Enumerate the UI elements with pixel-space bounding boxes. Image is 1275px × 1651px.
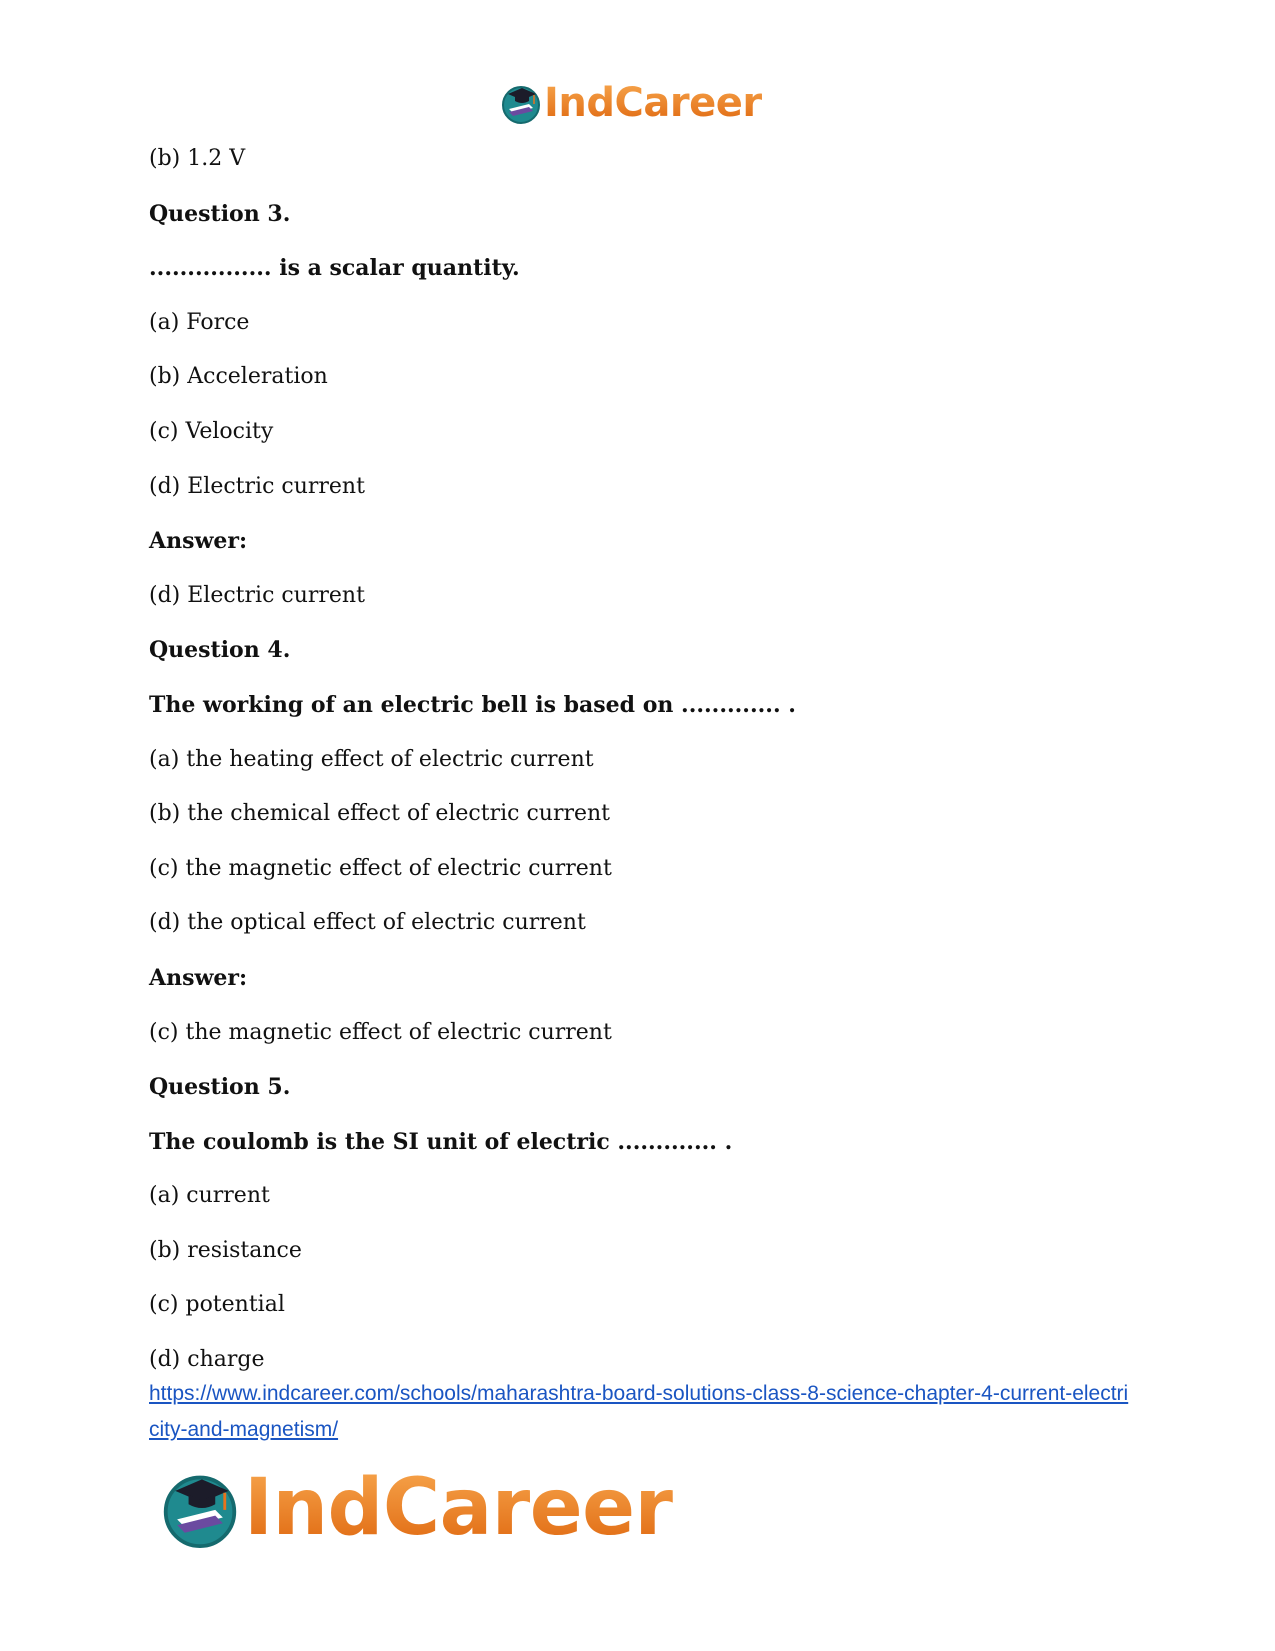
answer-heading: Answer: bbox=[149, 528, 248, 555]
option-line: (d) Electric current bbox=[149, 582, 365, 608]
option-line: (b) Acceleration bbox=[149, 364, 328, 390]
brand-name: IndCareer bbox=[544, 80, 762, 126]
document-body bbox=[149, 146, 1129, 1402]
option-line: (d) charge bbox=[149, 1347, 265, 1373]
graduation-globe-icon bbox=[500, 82, 542, 124]
option-line: (d) Electric current bbox=[149, 473, 365, 499]
question-heading: Question 4. bbox=[149, 637, 291, 664]
question-heading: Question 5. bbox=[149, 1074, 291, 1101]
graduation-globe-icon bbox=[160, 1468, 240, 1548]
source-link[interactable]: https://www.indcareer.com/schools/maharashtra-board-solutions-class-8-science-chapter-4-current-electricity-and-magnetism/ bbox=[149, 1382, 1129, 1441]
option-line: (c) potential bbox=[149, 1292, 285, 1318]
option-line: (d) the optical effect of electric current bbox=[149, 910, 586, 936]
header-logo bbox=[500, 76, 762, 130]
question-text: The working of an electric bell is based on ............. . bbox=[149, 691, 796, 718]
answer-heading: Answer: bbox=[149, 964, 248, 991]
option-line: (b) 1.2 V bbox=[149, 146, 246, 171]
brand-name: IndCareer bbox=[244, 1463, 673, 1553]
question-heading: Question 3. bbox=[149, 200, 291, 227]
option-line: (b) the chemical effect of electric current bbox=[149, 801, 611, 827]
question-text: The coulomb is the SI unit of electric ............. . bbox=[149, 1128, 733, 1155]
option-line: (a) current bbox=[149, 1183, 270, 1209]
option-line: (a) Force bbox=[149, 309, 250, 335]
footer-logo bbox=[160, 1460, 673, 1556]
option-line: (a) the heating effect of electric current bbox=[149, 746, 594, 772]
option-line: (c) the magnetic effect of electric current bbox=[149, 855, 612, 881]
option-line: (c) Velocity bbox=[149, 418, 274, 444]
option-line: (b) resistance bbox=[149, 1237, 302, 1263]
option-line: (c) the magnetic effect of electric current bbox=[149, 1019, 612, 1045]
question-text: ................ is a scalar quantity. bbox=[149, 255, 520, 282]
